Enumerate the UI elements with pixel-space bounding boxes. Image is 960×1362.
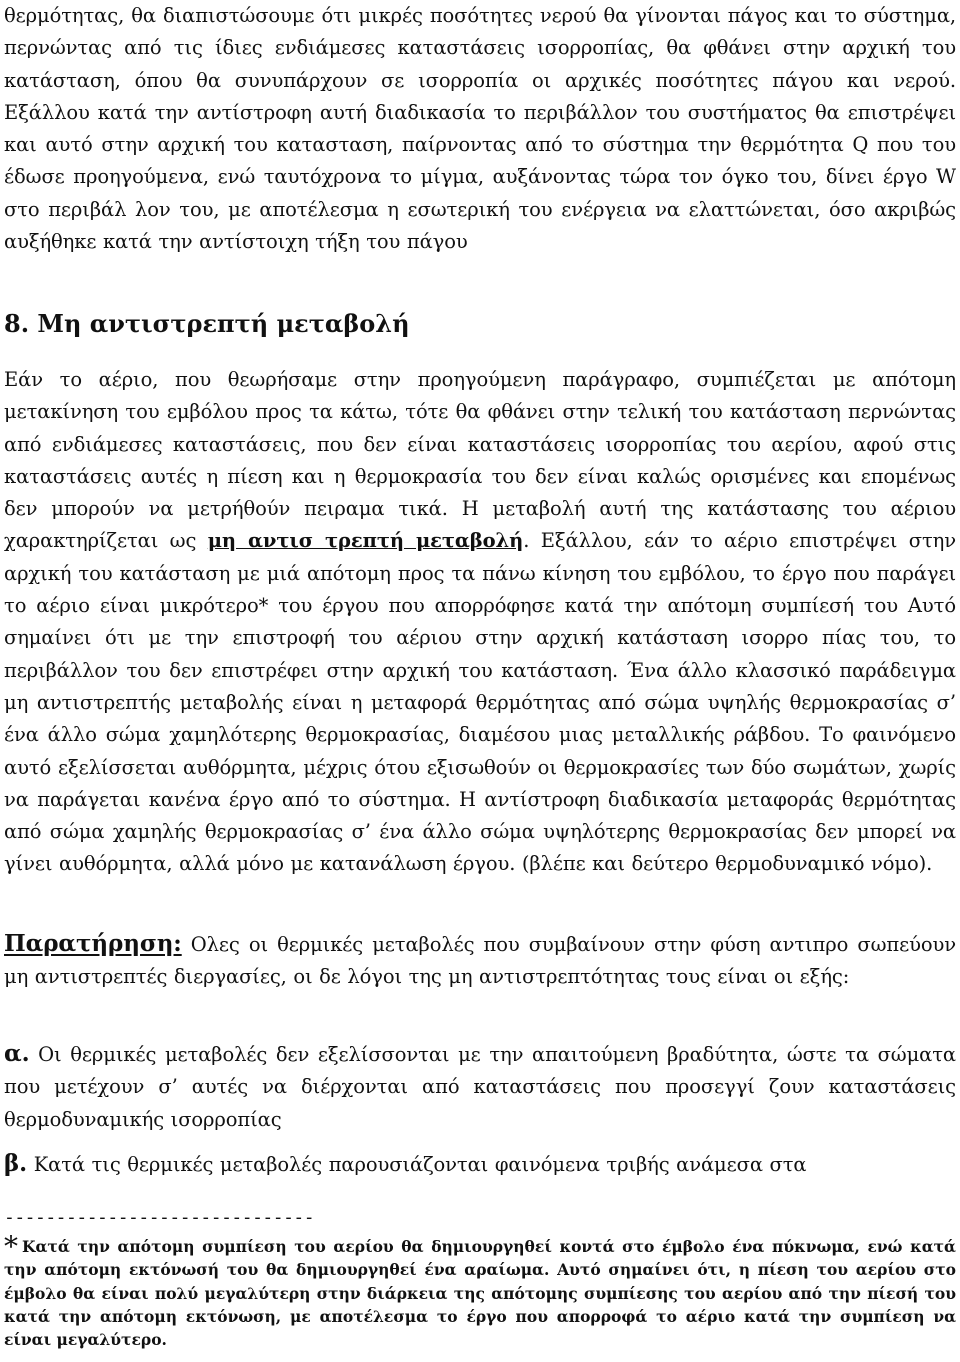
section-heading: 8. Μη αντιστρεπτή μεταβολή	[4, 309, 410, 338]
paragraph-text-start: Εάν το αέριο, που θεωρήσαμε στην προηγούμενη παράγραφο, συμπιέζεται με απότομη μετακίνηση του εμβόλου προς τα κάτω, τότε θα φθάνει στην τελική του κατάσταση περνώντας από ενδιάμεσες καταστάσεις, που δεν είναι καταστάσεις ισορροπίας του αερίου, αφού στις καταστάσεις αυτές η πίεση και η θερμοκρασία του δεν είναι καλώς ορισμένες και επομένως δεν μπορούν να μετρήθούν πειραμα τικά. Η μεταβολή αυτή της κατάστασης του αέριου χαρακτηρίζεται ως	[4, 368, 956, 553]
remark-text: Ολες οι θερμικές μεταβολές που συμβαίνουν στην φύση αντιπρο σωπεύουν μη αντιστρεπτές διεργασίες, οι δε λόγοι της μη αντιστρεπτότητας τους είναι οι εξής:	[4, 933, 956, 989]
irreversible-paragraph	[4, 364, 956, 881]
remark-label: Παρατήρηση:	[4, 930, 182, 957]
list-item-label: α.	[4, 1040, 30, 1067]
remark-paragraph	[4, 928, 956, 994]
list-item-text: Οι θερμικές μεταβολές δεν εξελίσσονται με την απαιτούμενη βραδύτητα, ώστε τα σώματα που μετέχουν σ’ αυτές να διέρχονται από καταστάσεις που προσεγγί ζουν καταστάσεις θερμοδυναμικής ισορροπίας	[4, 1043, 956, 1131]
document-page	[4, 0, 956, 1362]
paragraph-text-end: . Εξάλλου, εάν το αέριο επιστρέψει στην αρχική του κατάσταση με μιά απότομη προς τα πάνω κίνηση του εμβόλου, το έργο που παράγει το αέριο είναι μικρότερο* του έργου που απορρόφησε κατά την απότομη συμπίεσή του Αυτό σημαίνει ότι με την επιστροφή του αέριου στην αρχική κατάσταση ισορρο πίας του, το περιβάλλον του δεν επιστρέφει στην αρχική του κατάσταση. Ένα άλλο κλασσικό παράδειγμα μη αντιστρεπτής μεταβολής είναι η μεταφορά θερμότητας από σώμα υψηλής θερμοκρασίας σ’ ένα άλλο σώμα χαμηλότερης θερμοκρασίας, διαμέσου μιας μεταλλικής ράβδου. Το φαινόμενο αυτό εξελίσσεται αυθόρμητα, μέχρις ότου εξισωθούν οι θερμοκρασίες των δύο σωμάτων, χωρίς να παράγεται κανένα έργο από το σύστημα. Η αντίστροφη διαδικασία μεταφοράς θερμότητας από σώμα χαμηλής θερμοκρασίας σ’ ένα άλλο σώμα υψηλότερης θερμοκρασίας δεν μπορεί να γίνει αυθόρμητα, αλλά μόνο με κατανάλωση έργου. (βλέπε και δεύτερο θερμοδυναμικό νόμο).	[4, 529, 957, 876]
footnote	[4, 1230, 956, 1351]
intro-paragraph: θερμότητας, θα διαπιστώσουμε ότι μικρές ποσότητες νερού θα γίνονται πάγος και το σύστημα, περνώντας από τις ίδιες ενδιάμεσες καταστάσεις ισορροπίας, θα φθάνει στην αρχική του κατάσταση, όπου θα συνυπάρχουν σε ισορροπία οι αρχικές ποσότητες πάγου και νερού. Εξάλλου κατά την αντίστροφη αυτή διαδικασία το περιβάλλον του συστήματος θα επιστρέψει και αυτό στην αρχική του κατασταση, παίρνοντας από το σύστημα την θερμότητα Q που του έδωσε προηγούμενα, ενώ ταυτόχρονα το μίγμα, αυξάνοντας τώρα τον όγκο του, δίνει έργο W στο περιβάλ λον του, με αποτέλεσμα η εσωτερική του ενέργεια να ελαττώνεται, όσο ακριβώς αυξήθηκε κατά την αντίστοιχη τήξη του πάγου	[4, 4, 956, 254]
list-item	[4, 1038, 956, 1136]
list-item	[4, 1148, 956, 1181]
list-item-text: Κατά τις θερμικές μεταβολές παρουσιάζονται φαινόμενα τριβής ανάμεσα στα	[27, 1153, 807, 1176]
irreversible-term: μη αντισ τρεπτή μεταβολή	[207, 529, 524, 553]
footnote-text: Κατά την απότομη συμπίεση του αερίου θα δημιουργηθεί κοντά στο έμβολο ένα πύκνωμα, ενώ κατά την απότομη εκτόνωσή του θα δημιουργηθεί ένα αραίωμα. Αυτό σημαίνει ότι, η πίεση του αερίου στο έμβολο θα είναι πολύ μεγαλύτερη στην διάρκεια της απότομης συμπίεσης του αερίου από την πίεσή του κατά την απότομη εκτόνωση, με αποτέλεσμα το έργο που απορροφά το αέριο κατά την συμπίεση να είναι μεγαλύτερο.	[4, 1237, 956, 1350]
footnote-star: *	[4, 1230, 18, 1263]
list-item-label: β.	[4, 1150, 28, 1177]
footnote-divider: ------------------------------	[4, 1207, 315, 1228]
